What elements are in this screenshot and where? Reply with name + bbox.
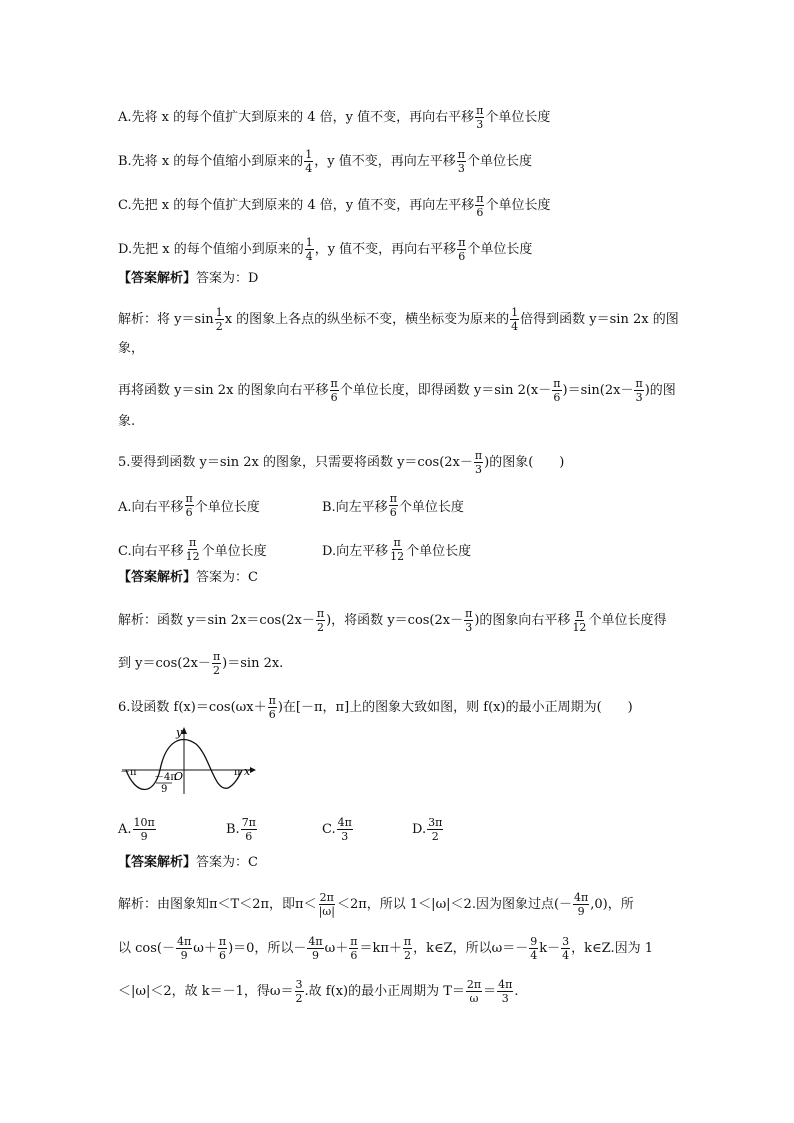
q5-explanation-2: 到 y＝cos(2x－ $\frac{\pi}{2}$ )＝sin 2x. xyxy=(118,650,284,677)
fraction: $\frac{4\pi}{3}$ xyxy=(337,816,352,843)
q6-option-c: C. $\frac{4\pi}{3}$ xyxy=(322,816,352,843)
fraction: $\frac{2\pi}{|\omega|}$ xyxy=(318,891,335,918)
x-axis-arrow xyxy=(250,767,256,773)
q6-explanation-1: 解析：由图象知π＜T＜2π，即π＜ $\frac{2\pi}{|\omega|}$ ＜2π，所以 1＜|ω|＜2.因为图象过点(－ $\frac{4\pi}{9}$ ,0)，所 xyxy=(118,891,634,918)
fraction: $\frac{4\pi}{9}$ xyxy=(574,891,589,918)
y-axis-label: y xyxy=(176,726,183,739)
mark-numerator: －4π xyxy=(154,772,177,783)
q6-explanation-2: 以 cos(－ $\frac{4\pi}{9}$ ω＋ $\frac{\pi}{6}$ )＝0，所以－ $\frac{4\pi}{9}$ ω＋ $\frac{\pi}{6}$ ＝kπ＋ $\frac{\pi}{2}$ ，k∈Z，所以ω＝－ $\frac{9}{4}$ k－ $\frac{3}{4}$ ，k∈Z.因为 1 xyxy=(118,935,654,962)
fraction: $\frac{\pi}{6}$ xyxy=(268,694,276,721)
origin-label: O xyxy=(174,770,184,783)
fraction: $\frac{\pi}{3}$ xyxy=(474,449,483,476)
fraction: $\frac{\pi}{12}$ xyxy=(572,607,587,634)
q6-option-b: B. $\frac{7\pi}{6}$ xyxy=(226,816,256,843)
q4-explanation-1: 解析：将 y＝sin $\frac{1}{2}$ x 的图象上各点的纵坐标不变，横坐标变为原来的 $\frac{1}{4}$ 倍得到函数 y＝sin 2x 的图 xyxy=(118,306,679,333)
fraction: $\frac{2\pi}{\omega}$ xyxy=(466,978,482,1005)
fraction: $\frac{\pi}{3}$ xyxy=(465,607,473,634)
fraction: $\frac{\pi}{6}$ xyxy=(350,935,358,962)
fraction: $\frac{\pi}{6}$ xyxy=(330,377,338,404)
q5-option-c: C.向右平移 $\frac{\pi}{12}$ 个单位长度 xyxy=(118,536,267,563)
fraction: $\frac{\pi}{6}$ xyxy=(553,377,561,404)
fraction: $\frac{\pi}{6}$ xyxy=(218,935,227,962)
answer-label: 【答案解析】 xyxy=(118,855,197,870)
q4-option-c: C.先把 x 的每个值扩大到原来的 4 倍，y 值不变，再向左平移 $\frac{\pi}{6}$ 个单位长度 xyxy=(118,192,551,219)
fraction: $\frac{4\pi}{3}$ xyxy=(498,978,513,1005)
fraction: $\frac{10\pi}{9}$ xyxy=(133,816,155,843)
cosine-graph xyxy=(118,724,260,796)
fraction: $\frac{\pi}{6}$ xyxy=(458,236,466,263)
fraction: $\frac{\pi}{3}$ xyxy=(476,104,484,131)
fraction: $\frac{\pi}{12}$ xyxy=(390,536,405,563)
fraction: $\frac{4\pi}{9}$ xyxy=(176,935,192,962)
fraction: $\frac{9}{4}$ xyxy=(530,935,538,962)
q6-explanation-3: ＜|ω|＜2，故 k＝－1，得ω＝ $\frac{3}{2}$ .故 f(x)的最小正周期为 T＝ $\frac{2\pi}{\omega}$ ＝ $\frac{4\pi}{3}$ . xyxy=(118,978,519,1005)
q6-option-a: A. $\frac{10\pi}{9}$ xyxy=(118,816,155,843)
q5-option-a: A.向右平移 $\frac{\pi}{6}$ 个单位长度 xyxy=(118,492,260,519)
fraction: $\frac{\pi}{6}$ xyxy=(476,192,484,219)
fraction: $\frac{\pi}{6}$ xyxy=(389,492,397,519)
q5-explanation-1: 解析：函数 y＝sin 2x＝cos(2x－ $\frac{\pi}{2}$ )，将函数 y＝cos(2x－ $\frac{\pi}{3}$ )的图象向右平移 $\frac{\pi}{12}$ 个单位长度得 xyxy=(118,607,667,634)
q4-option-d: D.先把 x 的每个值缩小到原来的 $\frac{1}{4}$ ，y 值不变，再向右平移 $\frac{\pi}{6}$ 个单位长度 xyxy=(118,236,533,263)
pi-label: π xyxy=(234,767,241,778)
q6-answer: 【答案解析】 答案为：C xyxy=(118,855,258,870)
fraction: $\frac{1}{2}$ xyxy=(215,306,223,333)
q4-option-a: A.先将 x 的每个值扩大到原来的 4 倍，y 值不变，再向右平移 $\frac{\pi}{3}$ 个单位长度 xyxy=(118,104,551,131)
q5-option-b: B.向左平移 $\frac{\pi}{6}$ 个单位长度 xyxy=(322,492,464,519)
q6-option-d: D. $\frac{3\pi}{2}$ xyxy=(412,816,443,843)
answer-label: 【答案解析】 xyxy=(118,570,197,585)
q4-explanation-2b: 象. xyxy=(118,414,136,429)
fraction: $\frac{1}{4}$ xyxy=(305,148,313,175)
q6-stem: 6.设函数 f(x)＝cos(ωx＋ $\frac{\pi}{6}$ )在[－π，π]上的图象大致如图，则 f(x)的最小正周期为( ) xyxy=(118,694,633,721)
fraction: $\frac{3}{4}$ xyxy=(562,935,570,962)
fraction: $\frac{\pi}{3}$ xyxy=(457,148,466,175)
fraction: $\frac{\pi}{6}$ xyxy=(185,492,193,519)
q4-answer: 【答案解析】 答案为：D xyxy=(118,271,259,286)
fraction: $\frac{\pi}{2}$ xyxy=(403,935,412,962)
answer-label: 【答案解析】 xyxy=(118,271,197,286)
q4-explanation-1b: 象， xyxy=(118,341,145,356)
fraction: $\frac{1}{4}$ xyxy=(305,236,313,263)
x-axis-label: x xyxy=(244,765,251,778)
fraction: $\frac{3}{2}$ xyxy=(295,978,303,1005)
fraction: $\frac{\pi}{2}$ xyxy=(316,607,325,634)
fraction: $\frac{\pi}{12}$ xyxy=(185,536,200,563)
fraction: $\frac{4\pi}{9}$ xyxy=(308,935,323,962)
mark-denominator: 9 xyxy=(161,784,168,795)
fraction: $\frac{\pi}{3}$ xyxy=(635,377,643,404)
q5-answer: 【答案解析】 答案为：C xyxy=(118,570,258,585)
neg-pi-label: －π xyxy=(120,767,137,778)
fraction: $\frac{\pi}{2}$ xyxy=(212,650,221,677)
q5-stem: 5.要得到函数 y＝sin 2x 的图象，只需要将函数 y＝cos(2x－ $\frac{\pi}{3}$ )的图象( ) xyxy=(118,449,565,476)
q5-option-d: D.向左平移 $\frac{\pi}{12}$ 个单位长度 xyxy=(322,536,472,563)
q4-explanation-2: 再将函数 y＝sin 2x 的图象向右平移 $\frac{\pi}{6}$ 个单位长度，即得函数 y＝sin 2(x－ $\frac{\pi}{6}$ )＝sin(2x－ $\frac{\pi}{3}$ )的图 xyxy=(118,377,676,404)
q4-option-b: B.先将 x 的每个值缩小到原来的 $\frac{1}{4}$ ，y 值不变，再向左平移 $\frac{\pi}{3}$ 个单位长度 xyxy=(118,148,533,175)
fraction: $\frac{1}{4}$ xyxy=(511,306,519,333)
fraction: $\frac{3\pi}{2}$ xyxy=(428,816,443,843)
fraction: $\frac{7\pi}{6}$ xyxy=(241,816,256,843)
